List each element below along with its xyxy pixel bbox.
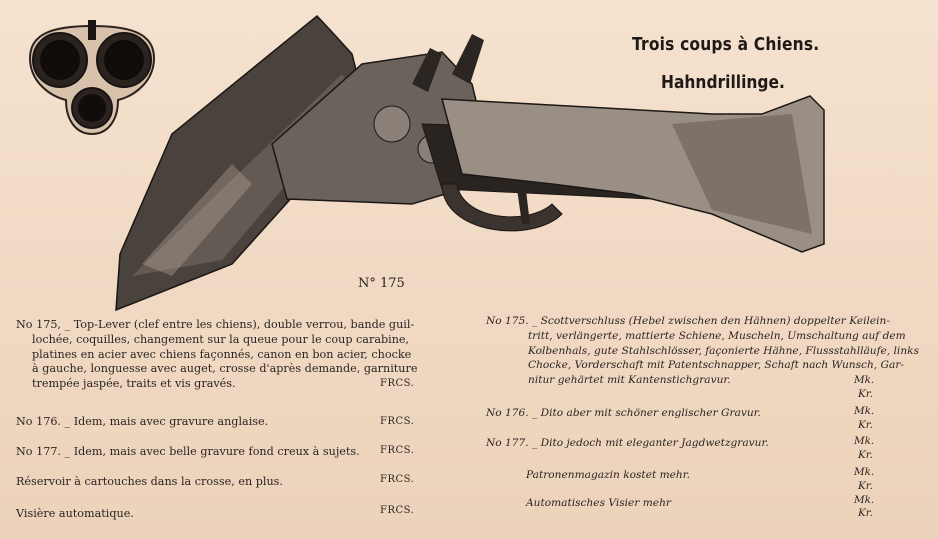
price-label: FRCS.: [380, 474, 415, 485]
text-line: Automatisches Visier mehr: [526, 497, 671, 509]
price-mk: Mk.: [854, 466, 875, 478]
de-entry-176: [486, 406, 761, 421]
fr-entry-reservoir: [16, 475, 283, 490]
fr-entry-visiere: [16, 507, 134, 522]
text-line: Kolbenhals, gute Stahlschlösser, façonierte Hähne, Flussstahlläufe, links: [528, 344, 919, 357]
fr-entry-175: [16, 318, 417, 392]
price-label: FRCS.: [380, 378, 415, 389]
text-line: Chocke, Vorderschaft mit Patentschnapper, Schaft nach Wunsch, Gar-: [528, 359, 904, 372]
price-mk: Mk.: [854, 494, 875, 506]
text-line: platines en acier avec chiens façonnés, canon en bon acier, chocke: [32, 347, 412, 361]
text-line: No 176. _ Dito aber mit schöner englischer Gravur.: [486, 407, 761, 419]
text-line: Réservoir à cartouches dans la crosse, en plus.: [16, 475, 283, 488]
fr-entry-177: [16, 445, 360, 460]
text-line: nitur gehärtet mit Kantenstichgravur.: [528, 374, 731, 387]
text-line: No 177. _ Dito jedoch mit eleganter Jagdwetzgravur.: [486, 437, 769, 449]
text-line: Visière automatique.: [16, 507, 134, 520]
price-label: FRCS.: [380, 416, 415, 427]
de-entry-visier: [526, 496, 671, 511]
title-german: Hahndrillinge.: [661, 72, 785, 93]
text-line: tritt, verlängerte, mattierte Schiene, Muscheln, Umschaltung auf dem: [528, 329, 906, 342]
price-kr: Kr.: [858, 388, 873, 400]
price-kr: Kr.: [858, 480, 873, 492]
text-line: Patronenmagazin kostet mehr.: [526, 469, 690, 481]
price-mk: Mk.: [854, 374, 875, 386]
shotgun-illustration: [112, 14, 832, 314]
price-label: FRCS.: [380, 505, 415, 516]
text-line: No 175. _ Scottverschluss (Hebel zwischen den Hähnen) doppelter Keilein-: [486, 315, 890, 327]
text-line: No 175, _ Top-Lever (clef entre les chiens), double verrou, bande guil-: [16, 318, 415, 331]
de-entry-177: [486, 436, 769, 451]
text-line: lochée, coquilles, changement sur la queue pour le coup carabine,: [32, 332, 410, 346]
price-mk: Mk.: [854, 435, 875, 447]
text-line: à gauche, longuesse avec auget, crosse d'après demande, garniture: [32, 362, 418, 376]
text-line: No 177. _ Idem, mais avec belle gravure fond creux à sujets.: [16, 445, 360, 458]
price-label: FRCS.: [380, 445, 415, 456]
price-mk: Mk.: [854, 405, 875, 417]
figure-model-number: N° 175: [358, 276, 405, 291]
price-kr: Kr.: [858, 507, 873, 519]
de-entry-patronenmagazin: [526, 468, 690, 483]
title-french: Trois coups à Chiens.: [632, 34, 820, 55]
text-line: No 176. _ Idem, mais avec gravure anglaise.: [16, 415, 269, 428]
price-kr: Kr.: [858, 449, 873, 461]
price-kr: Kr.: [858, 419, 873, 431]
fr-entry-176: [16, 415, 268, 430]
text-line: trempée jaspée, traits et vis gravés.: [32, 377, 236, 391]
